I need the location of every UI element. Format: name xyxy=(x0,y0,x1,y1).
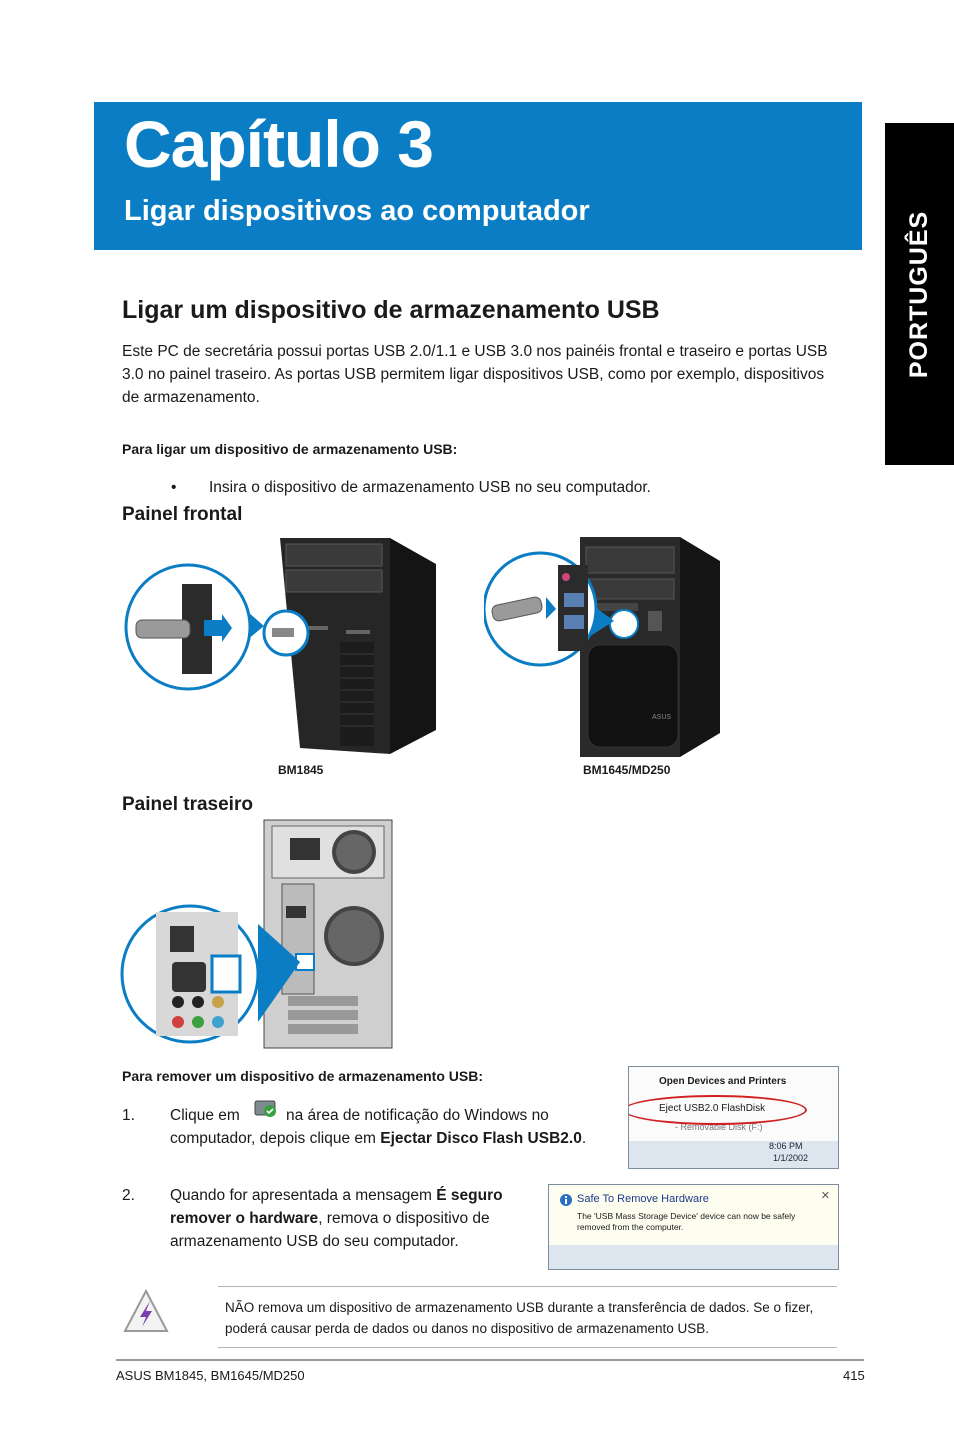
caption-bm1645: BM1645/MD250 xyxy=(583,763,671,777)
footer-model: ASUS BM1845, BM1645/MD250 xyxy=(116,1368,305,1383)
caption-bm1845: BM1845 xyxy=(278,763,324,777)
menu-item-open-devices[interactable]: Open Devices and Printers xyxy=(659,1076,787,1087)
intro-paragraph: Este PC de secretária possui portas USB 2.0/1.1 e USB 3.0 nos painéis frontal e traseiro e portas USB 3.0 no painel traseiro. As portas USB permitem ligar dispositivos USB, como por exemplo, dispositivos de armazenamento. xyxy=(122,343,828,406)
highlight-ellipse xyxy=(628,1095,807,1125)
step1-text-continuation xyxy=(170,1127,590,1150)
menu-item-eject-usb[interactable]: Eject USB2.0 FlashDisk xyxy=(659,1103,766,1114)
page-number: 415 xyxy=(843,1368,865,1383)
step1-bold: Ejectar Disco Flash USB2.0 xyxy=(380,1130,582,1147)
info-icon xyxy=(559,1193,573,1207)
warning-icon xyxy=(122,1287,170,1335)
connect-label: Para ligar um dispositivo de armazenamento USB: xyxy=(122,441,458,457)
step2-text-pre: Quando for apresentada a mensagem xyxy=(170,1187,432,1204)
balloon-title: Safe To Remove Hardware xyxy=(577,1193,709,1205)
close-icon[interactable]: ✕ xyxy=(820,1190,830,1202)
safely-remove-icon[interactable] xyxy=(254,1097,278,1119)
tray-date: 1/1/2002 xyxy=(773,1153,809,1163)
asus-logo: ASUS xyxy=(652,714,672,721)
footer-divider xyxy=(116,1359,864,1361)
language-tab xyxy=(885,123,954,465)
notification-menu-screenshot xyxy=(628,1066,839,1169)
rear-panel-heading: Painel traseiro xyxy=(122,794,253,815)
note-text: NÃO remova um dispositivo de armazenamento USB durante a transferência de dados. Se o fizer, poderá causar perda de dados ou danos no dispositivo de armazenamento USB. xyxy=(225,1300,814,1336)
balloon-body: The 'USB Mass Storage Device' device can now be safely removed from the computer. xyxy=(577,1211,796,1232)
step1-text-mid-b: computador, depois clique em xyxy=(170,1130,381,1147)
safe-remove-balloon-screenshot xyxy=(548,1184,839,1270)
connect-step: Insira o dispositivo de armazenamento USB no seu computador. xyxy=(209,479,651,496)
front-panel-heading: Painel frontal xyxy=(122,504,243,525)
step1-text-post: . xyxy=(581,1130,587,1147)
bm1645-illustration xyxy=(484,533,724,761)
chapter-title: Capítulo 3 xyxy=(124,107,434,181)
step1-number: 1. xyxy=(122,1107,135,1124)
tray-time: 8:06 PM xyxy=(769,1141,803,1151)
menu-item-removable-disk: - Removable Disk (F:) xyxy=(675,1122,763,1132)
bm1845-illustration xyxy=(118,530,438,762)
step1-text-pre: Clique em xyxy=(170,1107,240,1124)
rear-panel-illustration xyxy=(118,816,396,1050)
step2-number: 2. xyxy=(122,1187,135,1204)
remove-label: Para remover um dispositivo de armazenamento USB: xyxy=(122,1068,483,1084)
bullet-marker: • xyxy=(171,479,177,496)
step2-text xyxy=(170,1184,548,1253)
step2-text-post: , remova o dispositivo de armazenamento USB do seu computador. xyxy=(170,1210,490,1250)
step2-bold: É seguro remover o hardware xyxy=(170,1187,503,1227)
step1-text-mid-a: na área de notificação do Windows no xyxy=(286,1107,549,1124)
section-heading: Ligar um dispositivo de armazenamento USB xyxy=(122,296,660,324)
language-tab-label: PORTUGUÊS xyxy=(905,210,934,378)
chapter-subtitle: Ligar dispositivos ao computador xyxy=(124,195,590,227)
